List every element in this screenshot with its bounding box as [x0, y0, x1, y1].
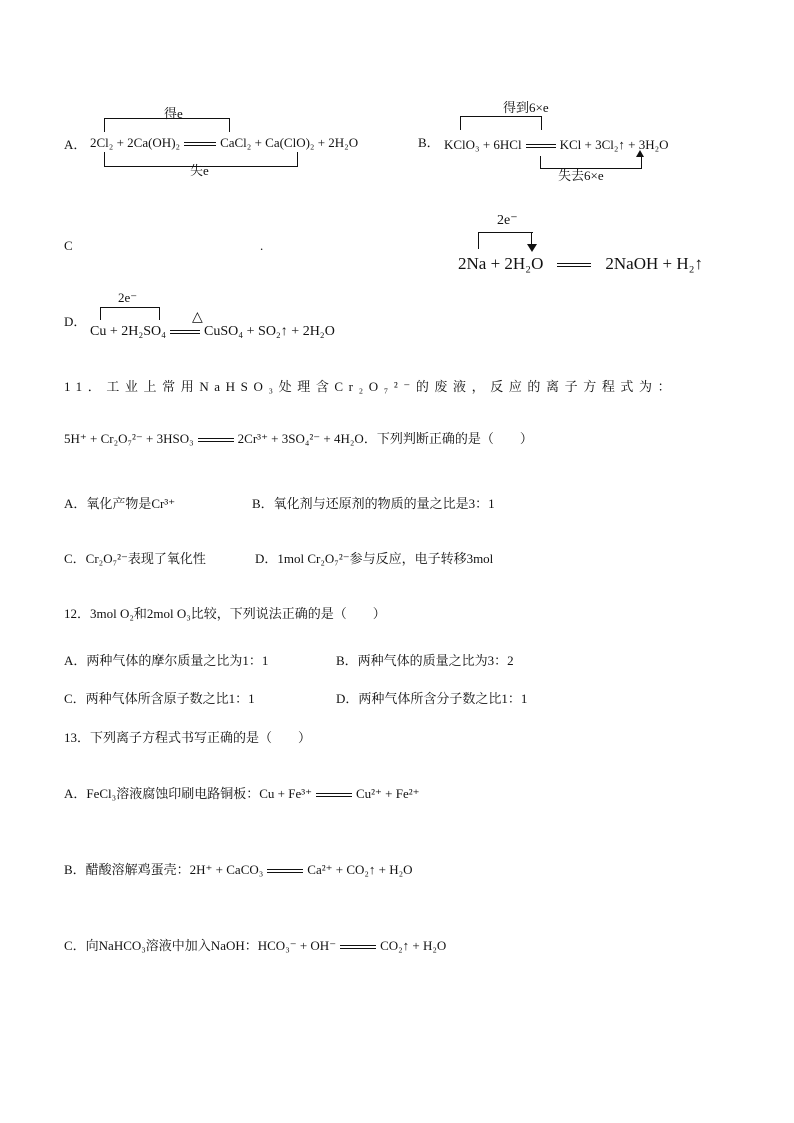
equation-right: Cu²⁺ + Fe²⁺ [355, 786, 420, 801]
option-d-label: D． [64, 314, 87, 329]
electron-transfer-bracket [100, 307, 160, 320]
gain-electron-bracket [104, 118, 230, 132]
option-c-equation [458, 254, 703, 274]
equation-left: 2Na + 2H₂O [458, 254, 544, 273]
equals-sign [198, 438, 234, 442]
question-13-stem: 13．下列离子方程式书写正确的是（ ） [64, 730, 312, 745]
equation-tail: ．下列判断正确的是（ ） [363, 431, 533, 446]
option-b-label: B． [418, 135, 440, 150]
equation-left: KClO₃ + 6HCl [444, 137, 522, 152]
electron-transfer-annotation: 2e⁻ [497, 213, 518, 228]
equation-right: CuSO₄ + SO₂↑ + 2H₂O [204, 324, 335, 339]
option-a-equation [90, 135, 358, 151]
equation-right: 2Cr³⁺ + 3SO₄²⁻ + 4H₂O [237, 431, 364, 446]
equation-left: HCO₃⁻ + OH⁻ [257, 938, 337, 953]
equation-left: 5H⁺ + Cr₂O₇²⁻ + 3HSO₃ [64, 431, 194, 446]
equals-sign [184, 142, 216, 146]
lose-electron-annotation: 失e [190, 163, 209, 178]
lose-electron-annotation: 失去6×e [558, 168, 604, 183]
equals-sign [316, 793, 352, 797]
option-b[interactable] [64, 859, 413, 878]
equals-sign [557, 263, 591, 267]
option-d[interactable]: D．两种气体所含分子数之比1：1 [336, 691, 528, 706]
equation-left: Cu + Fe³⁺ [259, 786, 312, 801]
option-a-text: A．FeCl₃溶液腐蚀印刷电路铜板： [64, 786, 260, 801]
option-c[interactable]: C．两种气体所含原子数之比1：1 [64, 691, 255, 706]
gain-electron-annotation: 得e [164, 106, 183, 121]
equation-right: CO₂↑ + H₂O [380, 938, 447, 953]
option-b[interactable]: B．氧化剂与还原剂的物质的量之比是3：1 [252, 496, 495, 511]
option-b[interactable]: B．两种气体的质量之比为3：2 [336, 653, 514, 668]
arrow-up-icon [636, 150, 644, 157]
option-c-dot: . [260, 238, 264, 253]
equals-sign [526, 144, 556, 148]
gain-electron-bracket [460, 116, 542, 130]
option-c[interactable]: C．Cr₂O₇²⁻表现了氧化性 [64, 551, 206, 566]
option-b-equation [444, 137, 669, 153]
option-c-text: C．向NaHCO₃溶液中加入NaOH： [64, 938, 258, 953]
arrow-down-icon [527, 244, 537, 252]
equation-right: CaCl₂ + Ca(ClO)₂ + 2H₂O [220, 135, 359, 150]
electron-transfer-bracket [478, 232, 533, 249]
option-a[interactable] [64, 783, 420, 802]
equation-left: 2H⁺ + CaCO₃ [189, 862, 264, 877]
equation-right: 2NaOH + H₂↑ [605, 254, 704, 273]
option-a[interactable]: A．两种气体的摩尔质量之比为1：1 [64, 653, 269, 668]
option-a-label: A． [64, 137, 87, 152]
heat-condition-icon: △ [192, 310, 203, 325]
option-c[interactable] [64, 935, 446, 954]
equation-right: Ca²⁺ + CO₂↑ + H₂O [307, 862, 413, 877]
question-11-equation [64, 428, 533, 447]
arrow-shaft [531, 232, 532, 244]
equation-left: 2Cl₂ + 2Ca(OH)₂ [90, 135, 181, 150]
equals-sign [267, 869, 303, 873]
equation-right: KCl + 3Cl₂↑ + 3H₂O [559, 137, 669, 152]
gain-electron-annotation: 得到6×e [503, 100, 549, 115]
option-d-equation [90, 324, 335, 340]
electron-transfer-annotation: 2e⁻ [118, 290, 138, 305]
question-11-stem: 11．工业上常用NaHSO₃处理含Cr₂O₇²⁻的废液，反应的离子方程式为： [64, 379, 677, 394]
equals-sign [340, 945, 376, 949]
equation-left: Cu + 2H₂SO₄ [90, 324, 167, 339]
question-12-stem: 12．3mol O₂和2mol O₃比较，下列说法正确的是（ ） [64, 606, 386, 621]
option-d[interactable]: D．1mol Cr₂O₇²⁻参与反应，电子转移3mol [255, 551, 494, 566]
option-b-text: B．醋酸溶解鸡蛋壳： [64, 862, 190, 877]
option-a[interactable]: A．氧化产物是Cr³⁺ [64, 496, 176, 511]
equals-sign [170, 330, 200, 334]
option-c-label: C [64, 238, 73, 253]
